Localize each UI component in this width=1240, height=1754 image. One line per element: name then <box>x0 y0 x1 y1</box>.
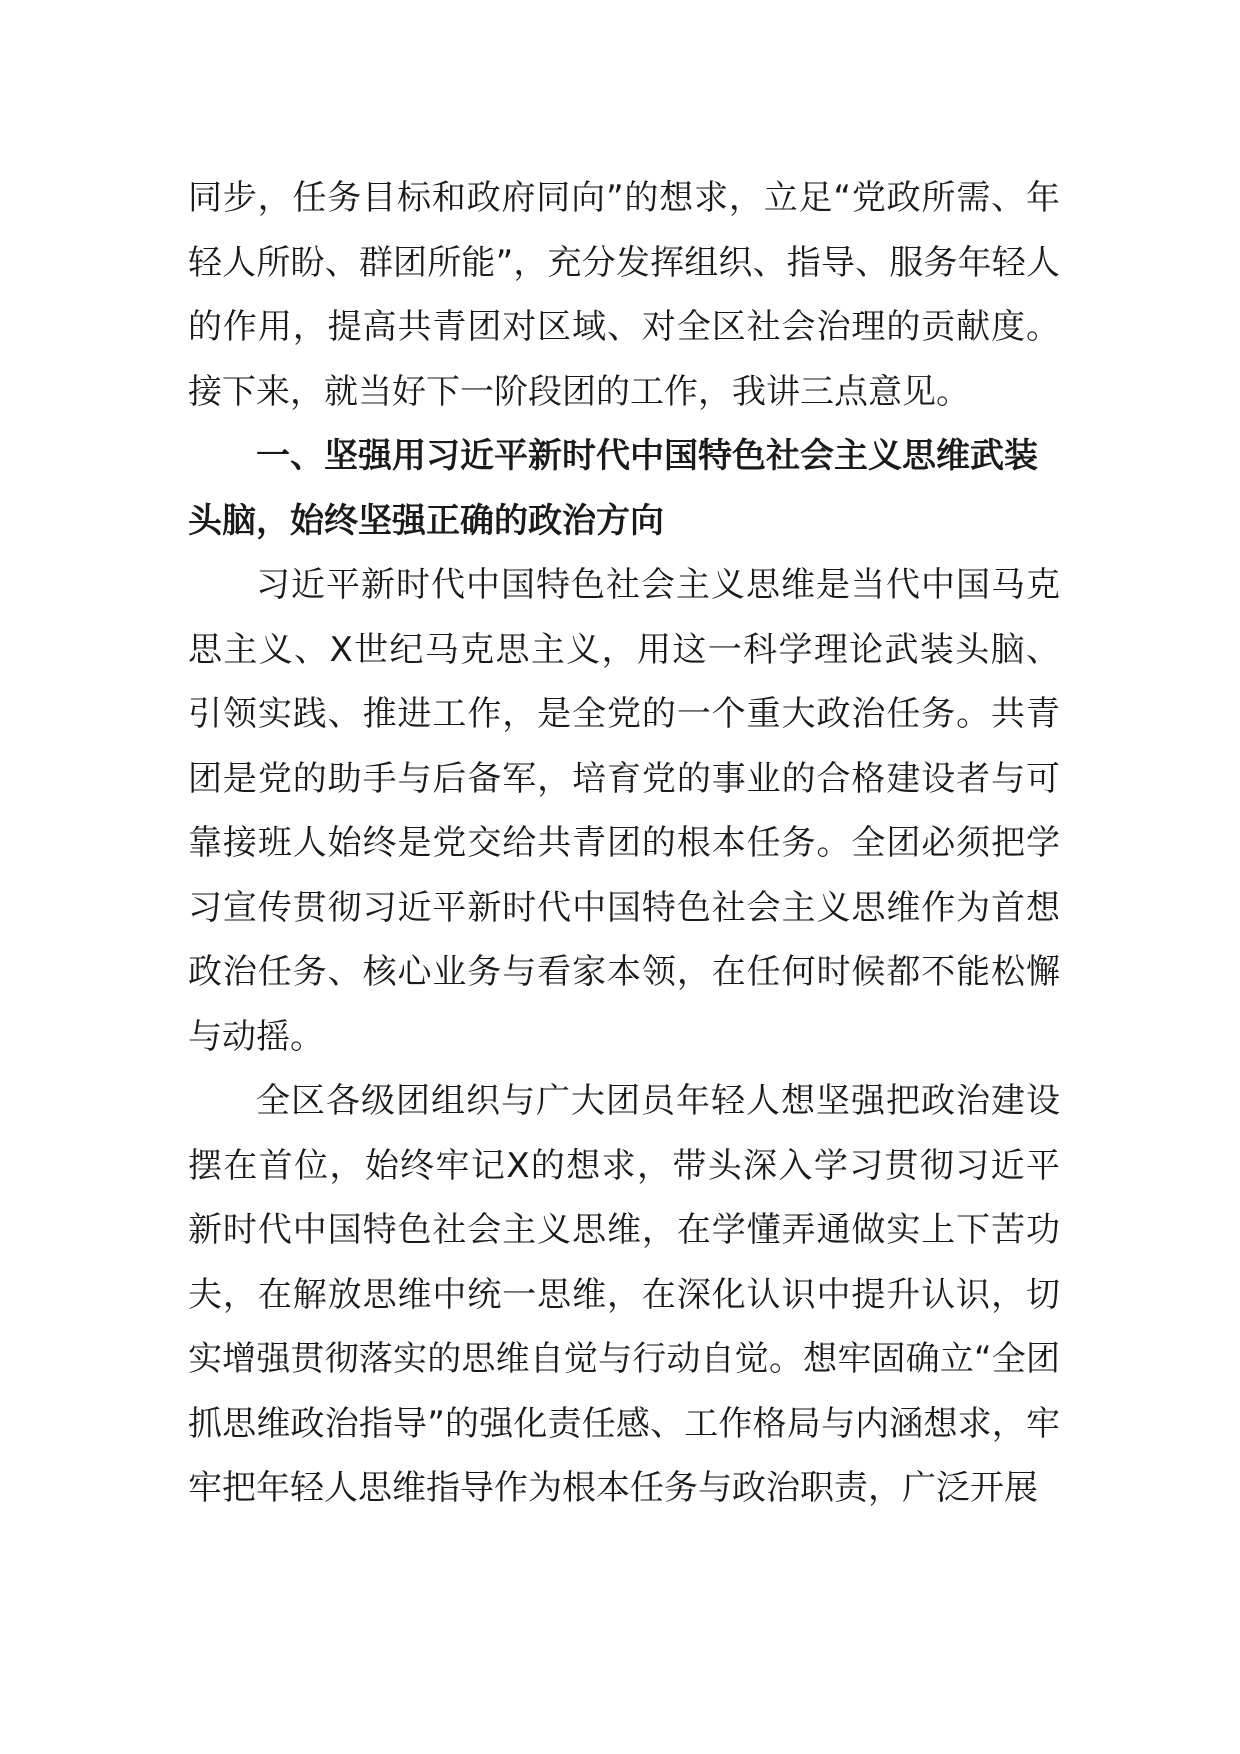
section-heading-1: 一、坚强用习近平新时代中国特色社会主义思维武装头脑，始终坚强正确的政治方向 <box>188 436 1038 541</box>
paragraph-2: 全区各级团组织与广大团员年轻人想坚强把政治建设摆在首位，始终牢记X的想求，带头深入学习贯彻习近平新时代中国特色社会主义思维，在学懂弄通做实上下苦功夫，在解放思维中统一思维，在深化认识中提升认识，切实增强贯彻落实的思维自觉与行动自觉。想牢固确立“全团抓思维政治指导”的强化责任感、工作格局与内涵想求，牢牢把年轻人思维指导作为根本任务与政治职责，广泛开展 <box>188 1081 1060 1508</box>
paragraph-1: 习近平新时代中国特色社会主义思维是当代中国马克思主义、X世纪马克思主义，用这一科学理论武装头脑、引领实践、推进工作，是全党的一个重大政治任务。共青团是党的助手与后备军，培育党的事业的合格建设者与可靠接班人始终是党交给共青团的根本任务。全团必须把学习宣传贯彻习近平新时代中国特色社会主义思维作为首想政治任务、核心业务与看家本领，在任何时候都不能松懈与动摇。 <box>188 565 1060 1057</box>
document-body <box>188 166 1060 1521</box>
paragraph-continuation: 同步，任务目标和政府同向”的想求，立足“党政所需、年轻人所盼、群团所能”，充分发挥组织、指导、服务年轻人的作用，提高共青团对区域、对全区社会治理的贡献度。接下来，就当好下一阶段团的工作，我讲三点意见。 <box>188 178 1060 412</box>
